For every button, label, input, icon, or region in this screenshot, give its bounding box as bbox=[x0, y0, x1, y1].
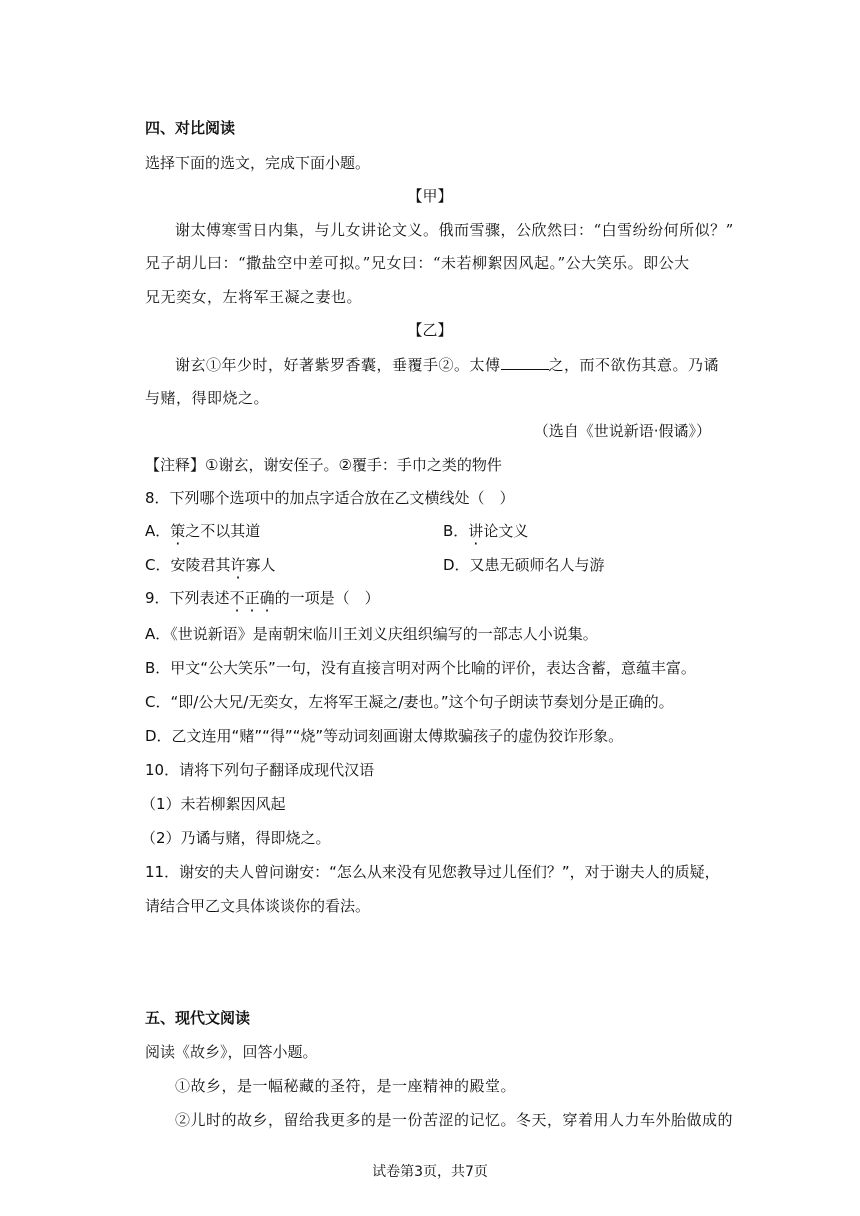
article-paragraph-1: ①故乡，是一幅秘藏的圣符，是一座精神的殿堂。 bbox=[175, 1077, 517, 1095]
question-9-option-d: D．乙文连用“赌”“得”“烧”等动词刻画谢太傅欺骗孩子的虚伪狡诈形象。 bbox=[145, 727, 624, 745]
option-b-dotted-char: 讲 bbox=[468, 522, 484, 540]
section-5-intro: 阅读《故乡》，回答小题。 bbox=[145, 1043, 318, 1061]
question-9-option-a: A．《世说新语》是南朝宋临川王刘义庆组织编写的一部志人小说集。 bbox=[145, 625, 598, 643]
option-c-prefix: C．安陵君其 bbox=[145, 556, 231, 574]
q9-stem-suffix: 的一项是（ ） bbox=[274, 589, 380, 607]
question-11-line-2: 请结合甲乙文具体谈谈你的看法。 bbox=[145, 897, 371, 915]
option-a-dotted-char: 策 bbox=[170, 522, 186, 540]
question-9-option-b: B．甲文“公大笑乐”一句，没有直接言明对两个比喻的评价，表达含蓄，意蕴丰富。 bbox=[145, 659, 696, 677]
passage-annotation: 【注释】①谢玄，谢安侄子。②覆手：手巾之类的物件 bbox=[145, 456, 502, 474]
q9-stem-prefix: 9．下列表述 bbox=[145, 589, 230, 607]
section-4-title: 四、对比阅读 bbox=[145, 119, 236, 137]
passage-yi-text-b: 之，而不欲伤其意。乃谲 bbox=[548, 356, 720, 374]
passage-jia-label: 【甲】 bbox=[407, 187, 453, 205]
passage-yi-line-1 bbox=[175, 354, 719, 375]
option-a-prefix: A． bbox=[145, 522, 171, 540]
question-11-line-1: 11．谢安的夫人曾问谢安：“怎么从来没有见您教导过儿侄们？”，对于谢夫人的质疑， bbox=[145, 863, 720, 881]
passage-jia-line-3: 兄无奕女，左将军王凝之妻也。 bbox=[145, 288, 363, 306]
question-8-stem: 8．下列哪个选项中的加点字适合放在乙文横线处（ ） bbox=[145, 489, 515, 507]
passage-jia-line-2: 兄子胡儿曰：“撒盐空中差可拟。”兄女曰：“未若柳絮因风起。”公大笑乐。即公大 bbox=[145, 254, 690, 272]
passage-yi-label: 【乙】 bbox=[407, 321, 453, 339]
question-10-stem: 10．请将下列句子翻译成现代汉语 bbox=[145, 761, 375, 779]
question-10-sentence-2: （2）乃谲与赌，得即烧之。 bbox=[141, 829, 331, 847]
passage-yi-text-a: 谢玄①年少时，好著紫罗香囊，垂覆手②。太傅 bbox=[175, 356, 501, 374]
question-8-option-d: D．又患无硕师名人与游 bbox=[443, 556, 605, 574]
q9-dotted-char-3: 确 bbox=[259, 589, 275, 607]
question-8-option-a bbox=[145, 521, 260, 541]
option-a-rest: 之不以其道 bbox=[185, 522, 261, 540]
option-b-rest: 论文义 bbox=[483, 522, 529, 540]
article-paragraph-2: ②儿时的故乡，留给我更多的是一份苦涩的记忆。冬天，穿着用人力车外胎做成的 bbox=[175, 1111, 734, 1129]
question-8-option-c bbox=[145, 555, 276, 575]
option-b-prefix: B． bbox=[443, 522, 469, 540]
section-5-title: 五、现代文阅读 bbox=[145, 1009, 251, 1027]
option-c-rest: 寡人 bbox=[245, 556, 276, 574]
question-10-sentence-1: （1）未若柳絮因风起 bbox=[141, 795, 286, 813]
question-9-stem bbox=[145, 588, 380, 608]
option-c-dotted-char: 许 bbox=[230, 556, 246, 574]
passage-jia-line-1: 谢太傅寒雪日内集，与儿女讲论文义。俄而雪骤，公欣然曰：“白雪纷纷何所似？” bbox=[175, 221, 734, 239]
question-9-option-c: C．“即/公大兄/无奕女，左将军王凝之/妻也。”这个句子朗读节奏划分是正确的。 bbox=[145, 693, 674, 711]
question-8-option-b bbox=[443, 521, 528, 541]
passage-source: （选自《世说新语·假谲》） bbox=[533, 422, 711, 440]
passage-yi-line-2: 与赌，得即烧之。 bbox=[145, 389, 270, 407]
fill-in-blank bbox=[501, 354, 549, 370]
page-footer: 试卷第3页，共7页 bbox=[372, 1164, 488, 1180]
q9-dotted-char-1: 不 bbox=[229, 589, 245, 607]
q9-dotted-char-2: 正 bbox=[244, 589, 260, 607]
section-4-intro: 选择下面的选文，完成下面小题。 bbox=[145, 154, 371, 172]
